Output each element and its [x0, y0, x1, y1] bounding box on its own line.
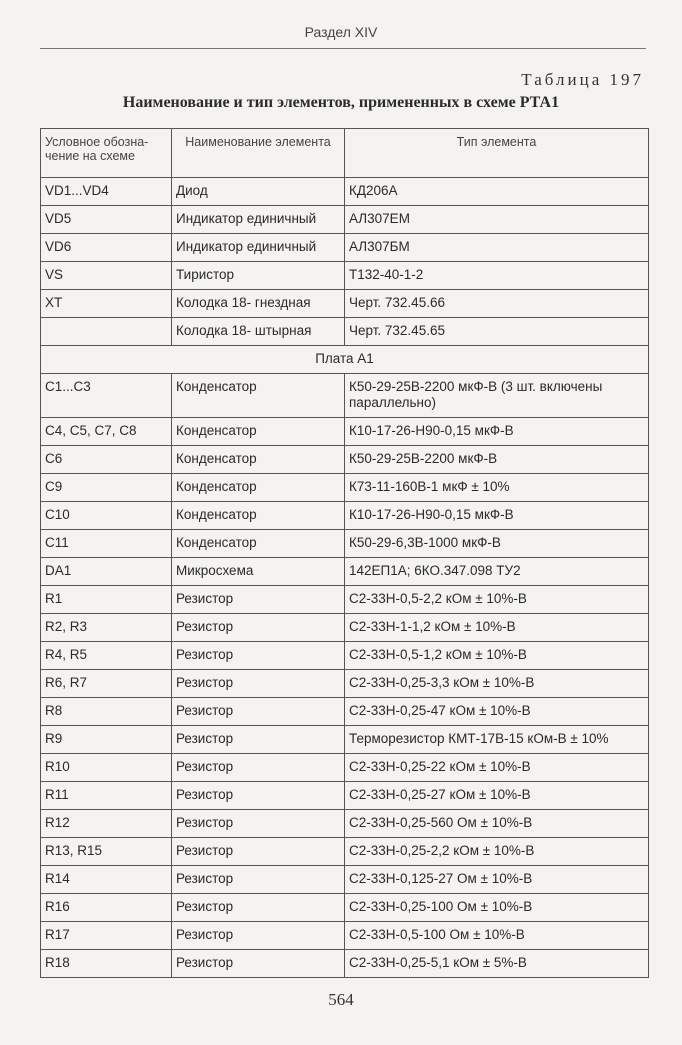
- cell-designation: C4, C5, C7, C8: [41, 418, 172, 446]
- table-row: [41, 474, 649, 502]
- table-row: [41, 754, 649, 782]
- page-number: 564: [328, 990, 354, 1009]
- table-row: [41, 614, 649, 642]
- cell-type: С2-33Н-1-1,2 кОм ± 10%-В: [345, 614, 649, 642]
- table-row: [41, 502, 649, 530]
- cell-designation: C6: [41, 446, 172, 474]
- cell-name: Резистор: [172, 754, 345, 782]
- cell-type: К50-29-25В-2200 мкФ-В (3 шт. включены параллельно): [345, 374, 649, 418]
- cell-type: С2-33Н-0,25-2,2 кОм ± 10%-В: [345, 838, 649, 866]
- cell-designation: R16: [41, 894, 172, 922]
- cell-name: Колодка 18- штырная: [172, 318, 345, 346]
- cell-designation: C1...C3: [41, 374, 172, 418]
- table-row: [41, 530, 649, 558]
- header-designation: Условное обозна-чение на схеме: [41, 129, 172, 178]
- cell-type: К10-17-26-Н90-0,15 мкФ-В: [345, 418, 649, 446]
- cell-type: С2-33Н-0,25-560 Ом ± 10%-В: [345, 810, 649, 838]
- cell-designation: R4, R5: [41, 642, 172, 670]
- cell-name: Резистор: [172, 894, 345, 922]
- table-row: [41, 782, 649, 810]
- cell-name: Резистор: [172, 698, 345, 726]
- table-row: [41, 206, 649, 234]
- cell-name: Индикатор единичный: [172, 234, 345, 262]
- cell-type: С2-33Н-0,25-3,3 кОм ± 10%-В: [345, 670, 649, 698]
- table-number: Таблица 197: [521, 70, 644, 89]
- cell-type: 142ЕП1А; 6КО.347.098 ТУ2: [345, 558, 649, 586]
- cell-name: Диод: [172, 178, 345, 206]
- cell-name: Колодка 18- гнездная: [172, 290, 345, 318]
- cell-designation: VS: [41, 262, 172, 290]
- cell-designation: VD6: [41, 234, 172, 262]
- table-row: [41, 178, 649, 206]
- table-row: [41, 894, 649, 922]
- cell-designation: R8: [41, 698, 172, 726]
- cell-type: С2-33Н-0,25-27 кОм ± 10%-В: [345, 782, 649, 810]
- cell-name: Резистор: [172, 614, 345, 642]
- table-row: [41, 838, 649, 866]
- table-row: [41, 558, 649, 586]
- cell-designation: R18: [41, 950, 172, 978]
- table-row: [41, 418, 649, 446]
- cell-designation: R11: [41, 782, 172, 810]
- table-body-top: [41, 178, 649, 346]
- cell-name: Резистор: [172, 950, 345, 978]
- cell-name: Резистор: [172, 866, 345, 894]
- table-row: [41, 698, 649, 726]
- table-row: [41, 810, 649, 838]
- header-type: Тип элемента: [345, 129, 649, 178]
- cell-name: Резистор: [172, 642, 345, 670]
- cell-type: К10-17-26-Н90-0,15 мкФ-В: [345, 502, 649, 530]
- cell-type: С2-33Н-0,25-5,1 кОм ± 5%-В: [345, 950, 649, 978]
- cell-name: Резистор: [172, 810, 345, 838]
- table-row: [41, 262, 649, 290]
- cell-type: К50-29-25В-2200 мкФ-В: [345, 446, 649, 474]
- cell-name: Конденсатор: [172, 502, 345, 530]
- table-row: [41, 446, 649, 474]
- cell-designation: VD5: [41, 206, 172, 234]
- table-section: [41, 346, 649, 374]
- cell-designation: R2, R3: [41, 614, 172, 642]
- header-name: Наименование элемента: [172, 129, 345, 178]
- table-row: [41, 318, 649, 346]
- cell-name: Резистор: [172, 670, 345, 698]
- cell-designation: VD1...VD4: [41, 178, 172, 206]
- cell-designation: R17: [41, 922, 172, 950]
- cell-type: Черт. 732.45.65: [345, 318, 649, 346]
- cell-designation: R1: [41, 586, 172, 614]
- table-row: [41, 374, 649, 418]
- cell-designation: R14: [41, 866, 172, 894]
- cell-name: Микросхема: [172, 558, 345, 586]
- table-row: [41, 866, 649, 894]
- cell-designation: C10: [41, 502, 172, 530]
- cell-name: Резистор: [172, 586, 345, 614]
- table-title: Наименование и тип элементов, примененных в схеме РТА1: [122, 94, 560, 111]
- cell-designation: [41, 318, 172, 346]
- cell-type: С2-33Н-0,125-27 Ом ± 10%-В: [345, 866, 649, 894]
- cell-type: С2-33Н-0,5-100 Ом ± 10%-В: [345, 922, 649, 950]
- cell-type: Т132-40-1-2: [345, 262, 649, 290]
- section-row: [41, 346, 649, 374]
- cell-type: КД206А: [345, 178, 649, 206]
- cell-type: К50-29-6,3В-1000 мкФ-В: [345, 530, 649, 558]
- cell-type: С2-33Н-0,5-1,2 кОм ± 10%-В: [345, 642, 649, 670]
- table-row: [41, 670, 649, 698]
- cell-name: Тиристор: [172, 262, 345, 290]
- table-body-board: [41, 374, 649, 978]
- table-row: [41, 642, 649, 670]
- cell-type: С2-33Н-0,25-100 Ом ± 10%-В: [345, 894, 649, 922]
- cell-type: С2-33Н-0,25-22 кОм ± 10%-В: [345, 754, 649, 782]
- cell-designation: R9: [41, 726, 172, 754]
- table-header-row: [41, 129, 649, 178]
- table-row: [41, 950, 649, 978]
- cell-designation: R10: [41, 754, 172, 782]
- cell-designation: R6, R7: [41, 670, 172, 698]
- cell-name: Резистор: [172, 726, 345, 754]
- cell-name: Конденсатор: [172, 446, 345, 474]
- cell-designation: DA1: [41, 558, 172, 586]
- cell-type: С2-33Н-0,5-2,2 кОм ± 10%-В: [345, 586, 649, 614]
- cell-name: Конденсатор: [172, 374, 345, 418]
- cell-designation: C11: [41, 530, 172, 558]
- cell-type: АЛ307БМ: [345, 234, 649, 262]
- cell-name: Конденсатор: [172, 418, 345, 446]
- cell-designation: R13, R15: [41, 838, 172, 866]
- section-label: Плата А1: [41, 346, 649, 374]
- cell-designation: XT: [41, 290, 172, 318]
- cell-designation: R12: [41, 810, 172, 838]
- table-row: [41, 922, 649, 950]
- table-row: [41, 290, 649, 318]
- cell-name: Резистор: [172, 782, 345, 810]
- cell-name: Резистор: [172, 922, 345, 950]
- cell-name: Конденсатор: [172, 474, 345, 502]
- cell-type: К73-11-160В-1 мкФ ± 10%: [345, 474, 649, 502]
- cell-designation: C9: [41, 474, 172, 502]
- cell-type: Терморезистор КМТ-17В-15 кОм-В ± 10%: [345, 726, 649, 754]
- table-row: [41, 726, 649, 754]
- table-row: [41, 234, 649, 262]
- cell-type: АЛ307ЕМ: [345, 206, 649, 234]
- cell-type: С2-33Н-0,25-47 кОм ± 10%-В: [345, 698, 649, 726]
- cell-name: Индикатор единичный: [172, 206, 345, 234]
- cell-name: Конденсатор: [172, 530, 345, 558]
- table-row: [41, 586, 649, 614]
- cell-type: Черт. 732.45.66: [345, 290, 649, 318]
- header-rule: [40, 48, 646, 49]
- elements-table: [40, 128, 649, 978]
- running-head: Раздел XIV: [304, 24, 378, 40]
- cell-name: Резистор: [172, 838, 345, 866]
